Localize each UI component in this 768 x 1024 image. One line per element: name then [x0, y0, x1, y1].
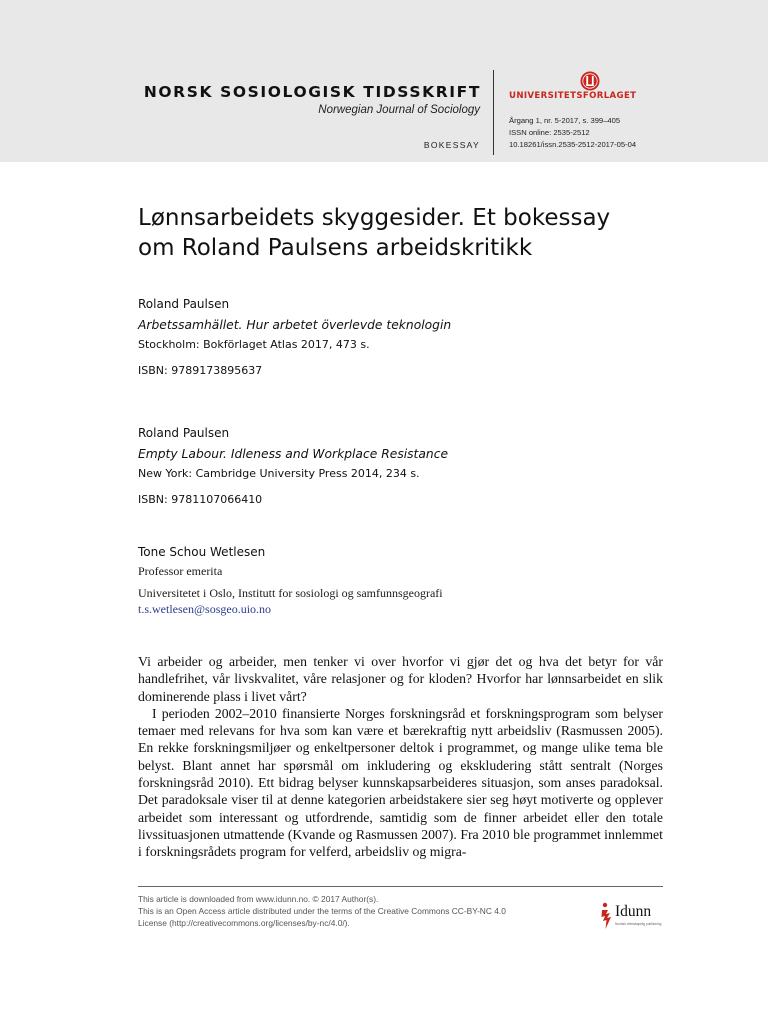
reviewer-name: Tone Schou Wetlesen — [138, 545, 266, 559]
idunn-logo-text: Idunn — [615, 903, 652, 920]
journal-title: NORSK SOSIOLOGISK TIDSSKRIFT — [143, 83, 481, 101]
publisher-logo-text: UNIVERSITETSFORLAGET — [509, 91, 637, 101]
journal-subtitle: Norwegian Journal of Sociology — [318, 104, 480, 116]
body-paragraph-2: I perioden 2002–2010 finansierte Norges forskningsråd et forskningsprogram som belyser temaer med relevans for hva som kan være et bærekraftig nytt arbeidsliv (Rasmussen 2005). En rekke forskningsmiljøer og enkeltpersoner deltok i programmet, og mange ulike tema ble belyst. Blant annet har spørsmål om inkludering og ekskludering stått sentralt (Norges forskningsråd 2010). Ett bidrag belyser kunnskapsarbeideres situasjon, som anses paradoksal. Det paradoksale viser til at denne kategorien arbeidstakere sier seg høyt motiverte og opplever arbeidet som interessant og utfordrende, samtidig som de finner arbeidet eller den totale livssituasjonen utmattende (Kvande og Rasmussen 2007). Fra 2010 ble programmet innlemmet i forskningsrådets program for velferd, arbeidsliv og migra- — [138, 705, 663, 860]
article-title-line-2: om Roland Paulsens arbeidskritikk — [138, 235, 533, 261]
book-author: Roland Paulsen — [138, 297, 230, 311]
footer-divider — [138, 886, 663, 887]
footer-line-1: This article is downloaded from www.idunn.no. © 2017 Author(s). — [138, 894, 379, 904]
body-paragraph-1: Vi arbeider og arbeider, men tenker vi over hvorfor vi gjør det og hva det betyr for vår handlefrihet, vår livskvalitet, våre relasjoner og for kloden? Hvorfor har lønnsarbeidet en slik dominerende plass i livet vårt? — [138, 654, 663, 704]
book-isbn: ISBN: 9789173895637 — [138, 364, 263, 377]
book-isbn: ISBN: 9781107066410 — [138, 493, 263, 506]
meta-issn: ISSN online: 2535-2512 — [509, 128, 590, 137]
idunn-tagline: Nordisk vitenskapelig publisering — [615, 922, 662, 926]
reviewer-info — [138, 544, 698, 617]
book-publication: New York: Cambridge University Press 2014, 234 s. — [138, 467, 420, 480]
section-label: BOKESSAY — [423, 140, 480, 150]
meta-doi[interactable]: 10.18261/issn.2535-2512-2017-05-04 — [509, 140, 637, 149]
article-title — [138, 203, 698, 263]
reviewer-affiliation: Universitetet i Oslo, Institutt for sosiologi og samfunnsgeografi — [138, 586, 443, 600]
reviewer-title: Professor emerita — [138, 564, 223, 578]
journal-header — [0, 0, 768, 162]
license-footer — [138, 894, 578, 929]
meta-volume: Årgang 1, nr. 5-2017, s. 399–405 — [509, 116, 621, 125]
universitetsforlaget-logo-icon — [580, 71, 600, 91]
footer-line-3[interactable]: License (http://creativecommons.org/licenses/by-nc/4.0/). — [138, 917, 350, 928]
book-author: Roland Paulsen — [138, 426, 230, 440]
footer-line-2: This is an Open Access article distributed under the terms of the Creative Commons CC-BY-NC 4.0 — [138, 905, 506, 916]
article-title-line-1: Lønnsarbeidets skyggesider. Et bokessay — [138, 205, 611, 231]
reviewer-email-link[interactable]: t.s.wetlesen@sosgeo.uio.no — [138, 602, 272, 616]
reviewed-book-1 — [138, 296, 698, 378]
book-title: Arbetssamhället. Hur arbetet överlevde teknologin — [138, 318, 452, 332]
article-body — [138, 653, 663, 861]
header-divider — [493, 70, 494, 155]
book-title: Empty Labour. Idleness and Workplace Resistance — [138, 447, 449, 461]
reviewed-book-2 — [138, 425, 698, 507]
book-publication: Stockholm: Bokförlaget Atlas 2017, 473 s. — [138, 338, 370, 351]
article-meta — [509, 115, 636, 151]
